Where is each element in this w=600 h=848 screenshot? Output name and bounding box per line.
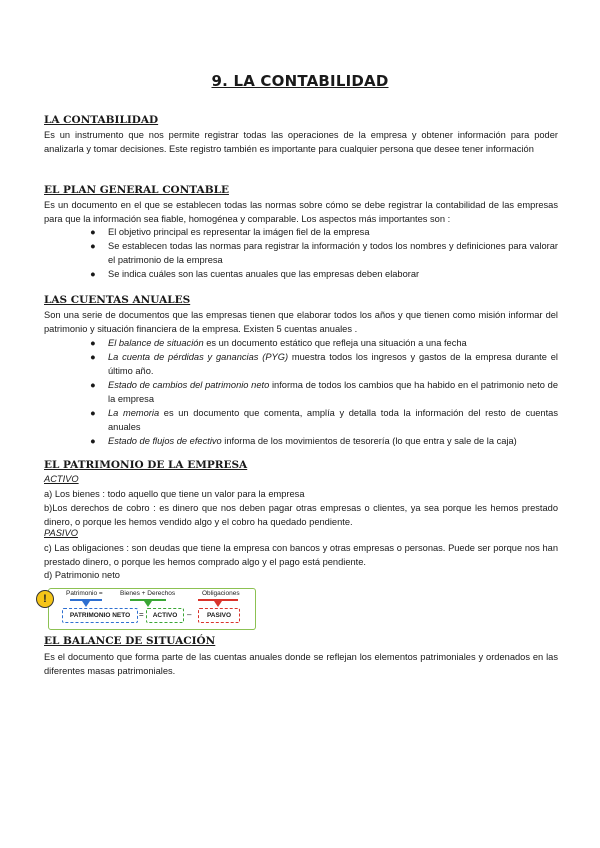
arrow-down-icon xyxy=(144,601,152,607)
list-item: ● Se indica cuáles son las cuentas anuales que las empresas deben elaborar xyxy=(90,269,420,279)
diagram-label-patrimonio: Patrimonio = xyxy=(66,590,103,597)
section-heading-balance: EL BALANCE DE SITUACIÓN xyxy=(44,635,216,647)
arrow-down-icon xyxy=(82,601,90,607)
subheading-pasivo: PASIVO xyxy=(44,528,78,538)
section-heading-cuentas: LAS CUENTAS ANUALES xyxy=(44,294,191,306)
paragraph-balance: Es el documento que forma parte de las cuentas anuales donde se reflejan los elementos patrimoniales y ordenados en las diferentes masas patrimoniales. xyxy=(44,652,558,676)
warning-icon: ! xyxy=(36,590,54,608)
paragraph-contabilidad: Es un instrumento que nos permite registrar todas las operaciones de la empresa y obtener información para poder analizarla y tomar decisiones. Este registro también es importante para cualquier persona que desee tener información xyxy=(44,130,558,154)
bullet-icon: ● xyxy=(90,269,96,279)
bullet-list-cuentas xyxy=(90,336,558,448)
bullet-icon: ● xyxy=(90,352,96,362)
bullet-icon: ● xyxy=(90,380,96,390)
list-item: ● La memoria es un documento que comenta, amplía y detalla toda la información del resto de cuentas anuales xyxy=(90,408,559,432)
list-item: ● El balance de situación es un documento estático que refleja una situación a una fecha xyxy=(90,338,467,348)
paragraph-activo-b: b)Los derechos de cobro : es dinero que nos deben pagar otras empresas o clientes, ya sea porque les hemos prestado dinero, o porque les hemos vendido algo y el cobro ha quedado pendiente. xyxy=(44,503,558,527)
diagram-label-bienes-derechos: Bienes + Derechos xyxy=(120,590,176,597)
list-item: ● La cuenta de pérdidas y ganancias (PYG) muestra todos los ingresos y gastos de la empresa durante el último año. xyxy=(90,352,558,376)
section-heading-plan: EL PLAN GENERAL CONTABLE xyxy=(44,184,229,196)
paragraph-pasivo-d: d) Patrimonio neto xyxy=(44,570,120,580)
diagram-label-obligaciones: Obligaciones xyxy=(202,590,240,597)
list-item: ● Estado de cambios del patrimonio neto informa de todos los cambios que ha habido en el patrimonio neto de la empresa xyxy=(90,380,558,404)
operator-equals: = xyxy=(139,610,144,619)
paragraph-activo-a: a) Los bienes : todo aquello que tiene un valor para la empresa xyxy=(44,489,305,499)
subheading-activo: ACTIVO xyxy=(44,474,79,484)
operator-minus: – xyxy=(187,610,192,619)
bullet-icon: ● xyxy=(90,227,96,237)
list-item: ● El objetivo principal es representar la imágen fiel de la empresa xyxy=(90,227,370,237)
bullet-icon: ● xyxy=(90,338,96,348)
bullet-icon: ● xyxy=(90,241,96,251)
section-heading-contabilidad: LA CONTABILIDAD xyxy=(44,114,159,126)
list-item: ● Estado de flujos de efectivo informa de los movimientos de tesorería (lo que entra y sale de la caja) xyxy=(90,436,517,446)
page-title: 9. LA CONTABILIDAD xyxy=(211,72,389,90)
arrow-down-icon xyxy=(214,601,222,607)
patrimonio-diagram xyxy=(36,588,256,630)
section-heading-patrimonio: EL PATRIMONIO DE LA EMPRESA xyxy=(44,459,248,471)
bullet-icon: ● xyxy=(90,408,96,418)
box-pasivo: PASIVO xyxy=(198,608,240,623)
list-item: ● Se establecen todas las normas para registrar la información y todos los nombres y definiciones para valorar el patrimonio de la empresa xyxy=(90,241,558,265)
box-activo: ACTIVO xyxy=(146,608,184,623)
box-patrimonio-neto: PATRIMONIO NETO xyxy=(62,608,138,623)
paragraph-plan: Es un documento en el que se establecen todas las normas sobre cómo se debe registrar la contabilidad de las empresas para que la información sea fiable, homogénea y comparable. Los aspectos más importantes son : xyxy=(44,200,558,224)
paragraph-cuentas: Son una serie de documentos que las empresas tienen que elaborar todos los años y que tienen como misión informar del patrimonio y situación financiera de la empresa. Existen 5 cuentas anuales . xyxy=(44,310,558,334)
paragraph-pasivo-c: c) Las obligaciones : son deudas que tiene la empresa con bancos y otras empresas o personas. Puede ser porque nos han prestado dinero, o porque les hemos comprado algo y el pago está pendiente. xyxy=(44,543,558,567)
bullet-icon: ● xyxy=(90,436,96,446)
bullet-list-plan xyxy=(90,225,558,281)
